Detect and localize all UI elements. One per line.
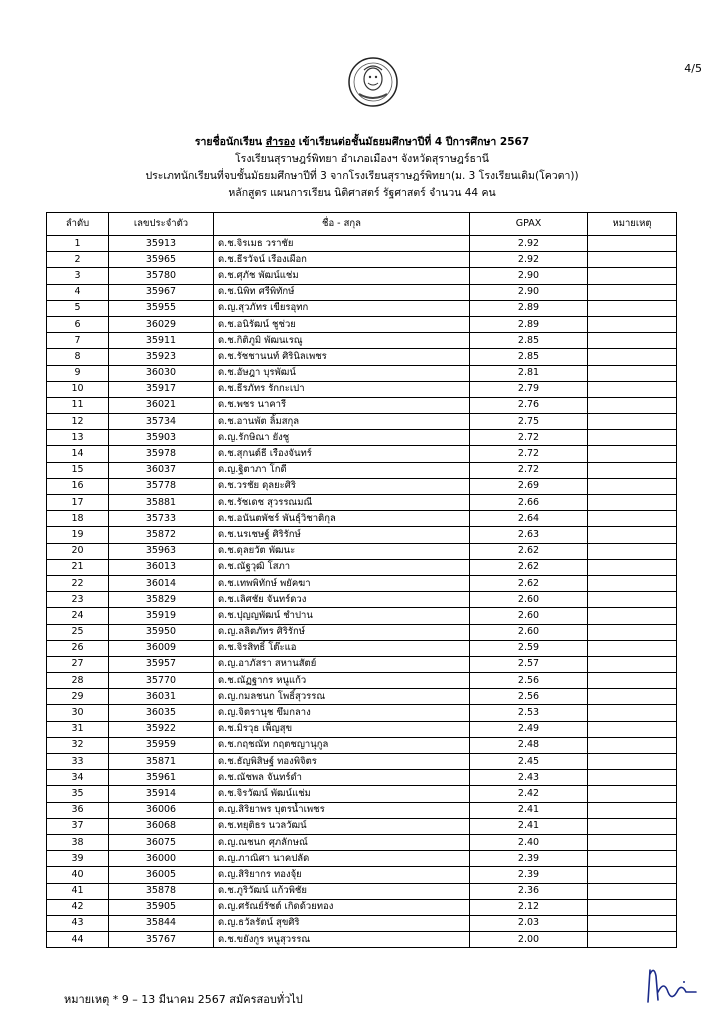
note-cell bbox=[588, 495, 677, 511]
gpax-value: 2.62 bbox=[470, 559, 588, 575]
table-row bbox=[47, 608, 677, 624]
student-name: ด.ช.พชร นาคารี bbox=[214, 397, 470, 413]
note-cell bbox=[588, 236, 677, 252]
student-id: 35905 bbox=[109, 899, 214, 915]
student-id: 35903 bbox=[109, 430, 214, 446]
row-number: 42 bbox=[47, 899, 109, 915]
note-cell bbox=[588, 397, 677, 413]
row-number: 6 bbox=[47, 316, 109, 332]
note-cell bbox=[588, 511, 677, 527]
note-cell bbox=[588, 867, 677, 883]
gpax-value: 2.36 bbox=[470, 883, 588, 899]
gpax-value: 2.48 bbox=[470, 737, 588, 753]
row-number: 11 bbox=[47, 397, 109, 413]
note-cell bbox=[588, 592, 677, 608]
table-row bbox=[47, 851, 677, 867]
student-name: ด.ช.นรเชษฐ์ ศิริรักษ์ bbox=[214, 527, 470, 543]
student-id: 35961 bbox=[109, 770, 214, 786]
gpax-value: 2.69 bbox=[470, 478, 588, 494]
table-row bbox=[47, 430, 677, 446]
student-name: ด.ช.ณัชพล จันทร์ดำ bbox=[214, 770, 470, 786]
row-number: 31 bbox=[47, 721, 109, 737]
gpax-value: 2.57 bbox=[470, 656, 588, 672]
gpax-value: 2.39 bbox=[470, 867, 588, 883]
table-row bbox=[47, 883, 677, 899]
student-name: ด.ญ.ศรัณย์รัชต์ เกิดด้วยทอง bbox=[214, 899, 470, 915]
row-number: 35 bbox=[47, 786, 109, 802]
student-id: 35914 bbox=[109, 786, 214, 802]
row-number: 12 bbox=[47, 414, 109, 430]
gpax-value: 2.60 bbox=[470, 608, 588, 624]
student-name: ด.ช.มิรวุธ เพ็ญสุข bbox=[214, 721, 470, 737]
gpax-value: 2.89 bbox=[470, 316, 588, 332]
table-row bbox=[47, 316, 677, 332]
note-cell bbox=[588, 365, 677, 381]
student-id: 36030 bbox=[109, 365, 214, 381]
table-row bbox=[47, 834, 677, 850]
student-name: ด.ช.ณัฏฐากร หนูแก้ว bbox=[214, 673, 470, 689]
row-number: 27 bbox=[47, 656, 109, 672]
note-cell bbox=[588, 656, 677, 672]
student-name: ด.ช.อนิรัฒน์ ชูช่วย bbox=[214, 316, 470, 332]
student-id: 35881 bbox=[109, 495, 214, 511]
footer-note: หมายเหตุ * 9 – 13 มีนาคม 2567 สมัครสอบทั่วไป bbox=[64, 993, 303, 1006]
gpax-value: 2.72 bbox=[470, 430, 588, 446]
student-id: 35733 bbox=[109, 511, 214, 527]
signature-icon bbox=[640, 962, 700, 1010]
row-number: 21 bbox=[47, 559, 109, 575]
row-number: 26 bbox=[47, 640, 109, 656]
student-name: ด.ช.รัชชานนท์ ศิรินิลเพชร bbox=[214, 349, 470, 365]
student-name: ด.ญ.สิริยากร ทองจุ้ย bbox=[214, 867, 470, 883]
student-name: ด.ช.สุกนต์ธี เรืองจันทร์ bbox=[214, 446, 470, 462]
table-header-row bbox=[47, 213, 677, 236]
student-name: ด.ช.รัชเดช สุวรรณมณี bbox=[214, 495, 470, 511]
table-row bbox=[47, 349, 677, 365]
student-name: ด.ญ.ฐิตาภา โกดี bbox=[214, 462, 470, 478]
student-id: 36068 bbox=[109, 818, 214, 834]
gpax-value: 2.49 bbox=[470, 721, 588, 737]
table-row bbox=[47, 462, 677, 478]
row-number: 37 bbox=[47, 818, 109, 834]
student-name: ด.ช.ศุภัช พัฒน์แช่ม bbox=[214, 268, 470, 284]
student-id: 35965 bbox=[109, 252, 214, 268]
table-row bbox=[47, 333, 677, 349]
gpax-value: 2.85 bbox=[470, 333, 588, 349]
gpax-value: 2.92 bbox=[470, 252, 588, 268]
student-id: 35872 bbox=[109, 527, 214, 543]
row-number: 4 bbox=[47, 284, 109, 300]
gpax-value: 2.79 bbox=[470, 381, 588, 397]
gpax-value: 2.60 bbox=[470, 592, 588, 608]
table-row bbox=[47, 899, 677, 915]
note-cell bbox=[588, 883, 677, 899]
row-number: 38 bbox=[47, 834, 109, 850]
table-row bbox=[47, 640, 677, 656]
table-row bbox=[47, 300, 677, 316]
gpax-value: 2.42 bbox=[470, 786, 588, 802]
note-cell bbox=[588, 543, 677, 559]
gpax-value: 2.63 bbox=[470, 527, 588, 543]
program-line: หลักสูตร แผนการเรียน นิติศาสตร์ รัฐศาสตร์ จำนวน 44 คน bbox=[228, 187, 496, 199]
row-number: 41 bbox=[47, 883, 109, 899]
column-header-gpax: GPAX bbox=[470, 213, 588, 236]
student-id: 36075 bbox=[109, 834, 214, 850]
column-header-id: เลขประจำตัว bbox=[109, 213, 214, 236]
student-id: 36035 bbox=[109, 705, 214, 721]
student-id: 36037 bbox=[109, 462, 214, 478]
category-line: ประเภทนักเรียนที่จบชั้นมัธยมศึกษาปีที่ 3 จากโรงเรียนสุราษฎร์พิทยา(ม. 3 โรงเรียนเดิม(โควตา)) bbox=[145, 170, 579, 182]
student-id: 36021 bbox=[109, 397, 214, 413]
table-row bbox=[47, 414, 677, 430]
note-cell bbox=[588, 381, 677, 397]
student-id: 36014 bbox=[109, 575, 214, 591]
student-id: 35922 bbox=[109, 721, 214, 737]
gpax-value: 2.43 bbox=[470, 770, 588, 786]
gpax-value: 2.89 bbox=[470, 300, 588, 316]
student-id: 35917 bbox=[109, 381, 214, 397]
gpax-value: 2.45 bbox=[470, 754, 588, 770]
student-name: ด.ช.อานพัต ลิ้มสกุล bbox=[214, 414, 470, 430]
note-cell bbox=[588, 754, 677, 770]
student-name: ด.ช.จิรเมธ วราชัย bbox=[214, 236, 470, 252]
student-roster-table bbox=[46, 212, 677, 948]
table-row bbox=[47, 689, 677, 705]
table-row bbox=[47, 575, 677, 591]
student-name: ด.ช.ธีรภัทร รักกะเปา bbox=[214, 381, 470, 397]
student-id: 35950 bbox=[109, 624, 214, 640]
student-id: 35911 bbox=[109, 333, 214, 349]
gpax-value: 2.62 bbox=[470, 575, 588, 591]
student-id: 35978 bbox=[109, 446, 214, 462]
gpax-value: 2.66 bbox=[470, 495, 588, 511]
table-row bbox=[47, 915, 677, 931]
row-number: 14 bbox=[47, 446, 109, 462]
student-id: 36006 bbox=[109, 802, 214, 818]
student-name: ด.ช.อนันตพัชร์ พันธุ์วิชาติกุล bbox=[214, 511, 470, 527]
table-row bbox=[47, 236, 677, 252]
student-name: ด.ญ.ธวัลรัตน์ สุขศิริ bbox=[214, 915, 470, 931]
note-cell bbox=[588, 834, 677, 850]
student-name: ด.ช.ดุลยวัต พัฒนะ bbox=[214, 543, 470, 559]
gpax-value: 2.76 bbox=[470, 397, 588, 413]
row-number: 23 bbox=[47, 592, 109, 608]
column-header-note: หมายเหตุ bbox=[588, 213, 677, 236]
gpax-value: 2.40 bbox=[470, 834, 588, 850]
student-name: ด.ช.ปุญญพัฒน์ ชำปาน bbox=[214, 608, 470, 624]
school-seal-icon bbox=[347, 56, 399, 108]
note-cell bbox=[588, 770, 677, 786]
table-row bbox=[47, 559, 677, 575]
row-number: 40 bbox=[47, 867, 109, 883]
gpax-value: 2.60 bbox=[470, 624, 588, 640]
student-id: 35957 bbox=[109, 656, 214, 672]
school-line: โรงเรียนสุราษฎร์พิทยา อำเภอเมืองฯ จังหวัดสุราษฎร์ธานี bbox=[235, 153, 489, 165]
gpax-value: 2.03 bbox=[470, 915, 588, 931]
student-id: 35844 bbox=[109, 915, 214, 931]
student-id: 36000 bbox=[109, 851, 214, 867]
gpax-value: 2.53 bbox=[470, 705, 588, 721]
student-name: ด.ช.เลิศชัย จันทร์ดวง bbox=[214, 592, 470, 608]
gpax-value: 2.00 bbox=[470, 932, 588, 948]
student-name: ด.ญ.กมลชนก โพธิ์สุวรรณ bbox=[214, 689, 470, 705]
student-id: 35767 bbox=[109, 932, 214, 948]
row-number: 33 bbox=[47, 754, 109, 770]
table-row bbox=[47, 770, 677, 786]
row-number: 5 bbox=[47, 300, 109, 316]
table-row bbox=[47, 818, 677, 834]
student-id: 35967 bbox=[109, 284, 214, 300]
student-id: 36013 bbox=[109, 559, 214, 575]
student-name: ด.ช.อัษฎา บุรพัฒน์ bbox=[214, 365, 470, 381]
student-id: 35770 bbox=[109, 673, 214, 689]
note-cell bbox=[588, 802, 677, 818]
student-id: 35919 bbox=[109, 608, 214, 624]
student-name: ด.ช.เทพพิทักษ์ พยัคฆา bbox=[214, 575, 470, 591]
table-row bbox=[47, 495, 677, 511]
row-number: 32 bbox=[47, 737, 109, 753]
note-cell bbox=[588, 559, 677, 575]
gpax-value: 2.59 bbox=[470, 640, 588, 656]
student-name: ด.ญ.ณชนก ศุภลักษณ์ bbox=[214, 834, 470, 850]
table-row bbox=[47, 592, 677, 608]
note-cell bbox=[588, 462, 677, 478]
student-name: ด.ญ.สิริยาพร บุตรน้ำเพชร bbox=[214, 802, 470, 818]
table-row bbox=[47, 252, 677, 268]
row-number: 1 bbox=[47, 236, 109, 252]
note-cell bbox=[588, 300, 677, 316]
student-id: 35913 bbox=[109, 236, 214, 252]
student-id: 36031 bbox=[109, 689, 214, 705]
table-row bbox=[47, 446, 677, 462]
student-id: 35959 bbox=[109, 737, 214, 753]
gpax-value: 2.72 bbox=[470, 446, 588, 462]
student-id: 35871 bbox=[109, 754, 214, 770]
note-cell bbox=[588, 252, 677, 268]
row-number: 19 bbox=[47, 527, 109, 543]
student-name: ด.ช.ขยังกูร หนูสุวรรณ bbox=[214, 932, 470, 948]
student-name: ด.ช.ธีรวัจน์ เรืองเผือก bbox=[214, 252, 470, 268]
row-number: 20 bbox=[47, 543, 109, 559]
row-number: 15 bbox=[47, 462, 109, 478]
row-number: 29 bbox=[47, 689, 109, 705]
note-cell bbox=[588, 673, 677, 689]
row-number: 7 bbox=[47, 333, 109, 349]
row-number: 13 bbox=[47, 430, 109, 446]
note-cell bbox=[588, 527, 677, 543]
gpax-value: 2.75 bbox=[470, 414, 588, 430]
student-name: ด.ช.กิติภูมิ พัฒนเรณู bbox=[214, 333, 470, 349]
student-name: ด.ช.ณัฐวุฒิ โสภา bbox=[214, 559, 470, 575]
row-number: 18 bbox=[47, 511, 109, 527]
row-number: 2 bbox=[47, 252, 109, 268]
note-cell bbox=[588, 818, 677, 834]
note-cell bbox=[588, 915, 677, 931]
row-number: 34 bbox=[47, 770, 109, 786]
note-cell bbox=[588, 333, 677, 349]
row-number: 30 bbox=[47, 705, 109, 721]
gpax-value: 2.92 bbox=[470, 236, 588, 252]
student-id: 35878 bbox=[109, 883, 214, 899]
gpax-value: 2.85 bbox=[470, 349, 588, 365]
note-cell bbox=[588, 705, 677, 721]
gpax-value: 2.56 bbox=[470, 673, 588, 689]
note-cell bbox=[588, 689, 677, 705]
gpax-value: 2.90 bbox=[470, 268, 588, 284]
gpax-value: 2.72 bbox=[470, 462, 588, 478]
student-name: ด.ญ.รักษิณา ยังชู bbox=[214, 430, 470, 446]
student-id: 36005 bbox=[109, 867, 214, 883]
gpax-value: 2.64 bbox=[470, 511, 588, 527]
table-row bbox=[47, 754, 677, 770]
row-number: 17 bbox=[47, 495, 109, 511]
student-id: 36009 bbox=[109, 640, 214, 656]
note-cell bbox=[588, 608, 677, 624]
student-name: ด.ช.วรชัย ดุลยะศิริ bbox=[214, 478, 470, 494]
table-row bbox=[47, 543, 677, 559]
note-cell bbox=[588, 268, 677, 284]
student-name: ด.ญ.จิตรานุช ขึมกลาง bbox=[214, 705, 470, 721]
note-cell bbox=[588, 349, 677, 365]
table-row bbox=[47, 511, 677, 527]
note-cell bbox=[588, 640, 677, 656]
row-number: 10 bbox=[47, 381, 109, 397]
student-name: ด.ช.ธัญพิสิษฐ์ ทองพิจิตร bbox=[214, 754, 470, 770]
table-row bbox=[47, 478, 677, 494]
column-header-name: ชื่อ - สกุล bbox=[214, 213, 470, 236]
table-row bbox=[47, 705, 677, 721]
row-number: 9 bbox=[47, 365, 109, 381]
note-cell bbox=[588, 316, 677, 332]
student-id: 35963 bbox=[109, 543, 214, 559]
gpax-value: 2.62 bbox=[470, 543, 588, 559]
gpax-value: 2.41 bbox=[470, 802, 588, 818]
table-row bbox=[47, 365, 677, 381]
table-row bbox=[47, 673, 677, 689]
table-row bbox=[47, 721, 677, 737]
student-id: 35734 bbox=[109, 414, 214, 430]
note-cell bbox=[588, 721, 677, 737]
table-row bbox=[47, 381, 677, 397]
gpax-value: 2.12 bbox=[470, 899, 588, 915]
student-name: ด.ญ.สุวภัทร เขียรอุทก bbox=[214, 300, 470, 316]
table-row bbox=[47, 284, 677, 300]
note-cell bbox=[588, 786, 677, 802]
note-cell bbox=[588, 446, 677, 462]
note-cell bbox=[588, 624, 677, 640]
row-number: 8 bbox=[47, 349, 109, 365]
note-cell bbox=[588, 478, 677, 494]
page-number: 4/5 bbox=[684, 62, 702, 75]
student-name: ด.ช.นิพิท ศรีพิทักษ์ bbox=[214, 284, 470, 300]
title-emphasis: สำรอง bbox=[265, 136, 296, 148]
student-id: 35780 bbox=[109, 268, 214, 284]
note-cell bbox=[588, 575, 677, 591]
note-cell bbox=[588, 430, 677, 446]
gpax-value: 2.56 bbox=[470, 689, 588, 705]
student-name: ด.ช.กฤชณัท กฤตชญานุกูล bbox=[214, 737, 470, 753]
student-name: ด.ช.ภูริวัฒน์ แก้วพิชัย bbox=[214, 883, 470, 899]
row-number: 22 bbox=[47, 575, 109, 591]
row-number: 28 bbox=[47, 673, 109, 689]
student-name: ด.ญ.อาภัสรา สหานสัตย์ bbox=[214, 656, 470, 672]
row-number: 36 bbox=[47, 802, 109, 818]
table-row bbox=[47, 786, 677, 802]
document-title: รายชื่อนักเรียน สำรอง เข้าเรียนต่อชั้นมัธยมศึกษาปีที่ 4 ปีการศึกษา 2567 bbox=[194, 136, 530, 148]
student-name: ด.ช.จิรสิทธิ์ โต๊ะแอ bbox=[214, 640, 470, 656]
table-row bbox=[47, 867, 677, 883]
row-number: 44 bbox=[47, 932, 109, 948]
student-name: ด.ช.ทยุติธร นวลวัฒน์ bbox=[214, 818, 470, 834]
note-cell bbox=[588, 414, 677, 430]
student-id: 35778 bbox=[109, 478, 214, 494]
note-cell bbox=[588, 851, 677, 867]
note-cell bbox=[588, 284, 677, 300]
document-header bbox=[0, 134, 724, 202]
row-number: 39 bbox=[47, 851, 109, 867]
note-cell bbox=[588, 737, 677, 753]
student-name: ด.ญ.ภาณิศา นาคปลัด bbox=[214, 851, 470, 867]
column-header-no: ลำดับ bbox=[47, 213, 109, 236]
table-row bbox=[47, 268, 677, 284]
table-row bbox=[47, 737, 677, 753]
row-number: 25 bbox=[47, 624, 109, 640]
row-number: 3 bbox=[47, 268, 109, 284]
row-number: 43 bbox=[47, 915, 109, 931]
row-number: 24 bbox=[47, 608, 109, 624]
student-id: 36029 bbox=[109, 316, 214, 332]
gpax-value: 2.39 bbox=[470, 851, 588, 867]
table-row bbox=[47, 932, 677, 948]
student-id: 35923 bbox=[109, 349, 214, 365]
student-name: ด.ญ.ลลิตภัทร ศิริรักษ์ bbox=[214, 624, 470, 640]
table-row bbox=[47, 624, 677, 640]
gpax-value: 2.41 bbox=[470, 818, 588, 834]
student-id: 35829 bbox=[109, 592, 214, 608]
table-row bbox=[47, 656, 677, 672]
row-number: 16 bbox=[47, 478, 109, 494]
student-name: ด.ช.จิรวัฒน์ พัฒน์แช่ม bbox=[214, 786, 470, 802]
gpax-value: 2.90 bbox=[470, 284, 588, 300]
note-cell bbox=[588, 899, 677, 915]
table-row bbox=[47, 527, 677, 543]
table-row bbox=[47, 397, 677, 413]
student-id: 35955 bbox=[109, 300, 214, 316]
note-cell bbox=[588, 932, 677, 948]
table-body bbox=[47, 236, 677, 948]
table-row bbox=[47, 802, 677, 818]
gpax-value: 2.81 bbox=[470, 365, 588, 381]
